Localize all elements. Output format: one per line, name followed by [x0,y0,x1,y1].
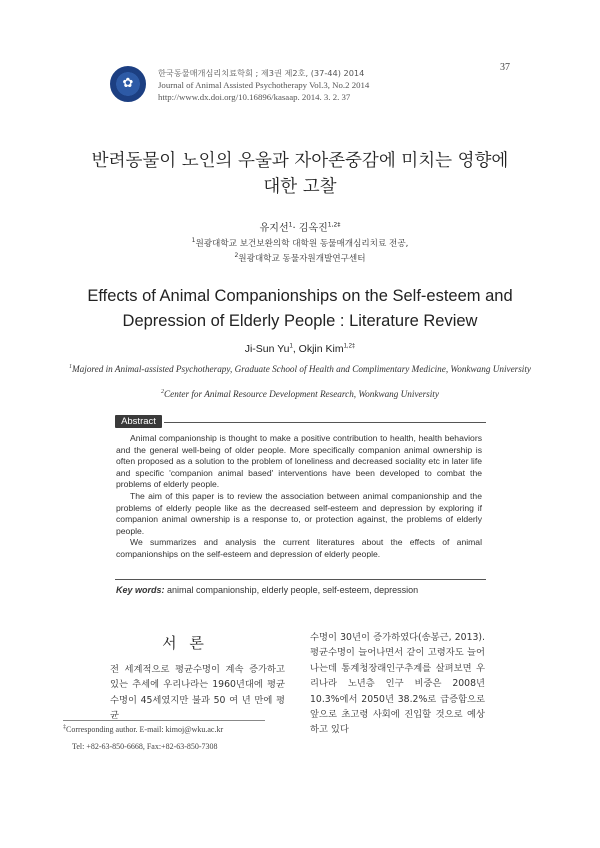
section-title-introduction: 서 론 [162,634,208,652]
author-2-en: Okjin Kim [298,343,344,355]
footnote-corresponding: ‡Corresponding author. E-mail: kimoj@wku.ac.kr [63,724,224,734]
footnote-rule [63,720,265,721]
footnote-contact: Tel: +82-63-850-6668, Fax:+82-63-850-7308 [72,742,218,751]
logo-mark-icon: ✿ [122,76,134,91]
korean-authors: 유지선$^1$· 김옥진$^{1,2\ddagger}$ [259,221,341,234]
abstract-bottom-rule [115,579,486,580]
header-journal-en: Journal of Animal Assisted Psychotherapy Vol.3, No.2 2014 [158,80,370,90]
english-affiliation-2: $^2$Center for Animal Resource Development Research, Wonkwang University [161,388,439,399]
abstract-paragraph-1: Animal companionship is thought to make a positive contribution to health, health behaviors and the general well-being of older people. More specifically companion animal ownership is often proposed as a solution to the problem of loneliness and decreased sociality etc in later life and specific 'companion animal based' interventions have been developed to combat the problems of elderly people. [116,433,482,490]
page-number: 37 [500,62,510,73]
keywords-list: animal companionship, elderly people, self-esteem, depression [164,585,419,595]
right-column-text: 수명이 30년이 증가하였다(송봉근, 2013). 평균수명이 늘어나면서 같이 고령자도 늘어나는데 통계청장래인구추계를 살펴보면 우리나라 노년층 인구 비중은 2008년 10.3%에서 2050년 38.2%로 급증함으로 앞으로 초고령 사회에 진입할 것으로 예상하고 있다 [310,632,485,736]
english-title-line-1: Effects of Animal Companionships on the Self-esteem and [87,287,513,305]
english-affiliation-1: $^1$Majored in Animal-assisted Psychotherapy, Graduate School of Health and Complimentary Medicine, Wonkwang University [69,363,531,374]
header-doi[interactable]: http://www.dx.doi.org/10.16896/kasaap. 2014. 3. 2. 37 [158,92,351,102]
header-journal-ko: 한국동물매개심리치료학회 ; 제3권 제2호, (37-44) 2014 [158,68,365,78]
author-1-ko: 유지선 [259,223,289,234]
abstract-body [116,433,482,561]
english-title-line-2: Depression of Elderly People : Literature Review [122,312,478,330]
korean-title-line-2: 대한 고찰 [263,177,337,197]
author-1-en: Ji-Sun Yu [244,343,290,355]
author-2-ko: 김옥진 [298,223,328,234]
abstract-label: Abstract [115,415,162,428]
abstract-top-rule [164,422,486,423]
keywords-label: Key words: [116,585,165,595]
korean-title-line-1: 반려동물이 노인의 우울과 자아존중감에 미치는 영향에 [91,151,509,171]
korean-affiliation-2: $^2$원광대학교 동물자원개발연구센터 [234,252,366,264]
korean-affiliation-1: $^1$원광대학교 보건보완의학 대학원 동물매개심리치료 전공, [191,237,409,249]
english-authors: Ji-Sun Yu$^1$, Okjin Kim$^{1,2\ddagger}$ [244,343,356,355]
left-column-text: 전 세계적으로 평균수명이 계속 증가하고 있는 추세에 우리나라는 1960년대에 평균수명이 45세였지만 불과 50 여 년 만에 평균 [110,664,285,722]
abstract-paragraph-3: We summarizes and analysis the current literatures about the effects of animal companionships on the self-esteem and depression of elderly people. [116,537,482,559]
abstract-paragraph-2: The aim of this paper is to review the association between animal companionship and the problems of elderly people like as the decreased self-esteem and depression by exploring if companion animal ownership is a response to, or protection against, the problems of elderly people. [116,490,482,536]
keywords [116,585,418,595]
